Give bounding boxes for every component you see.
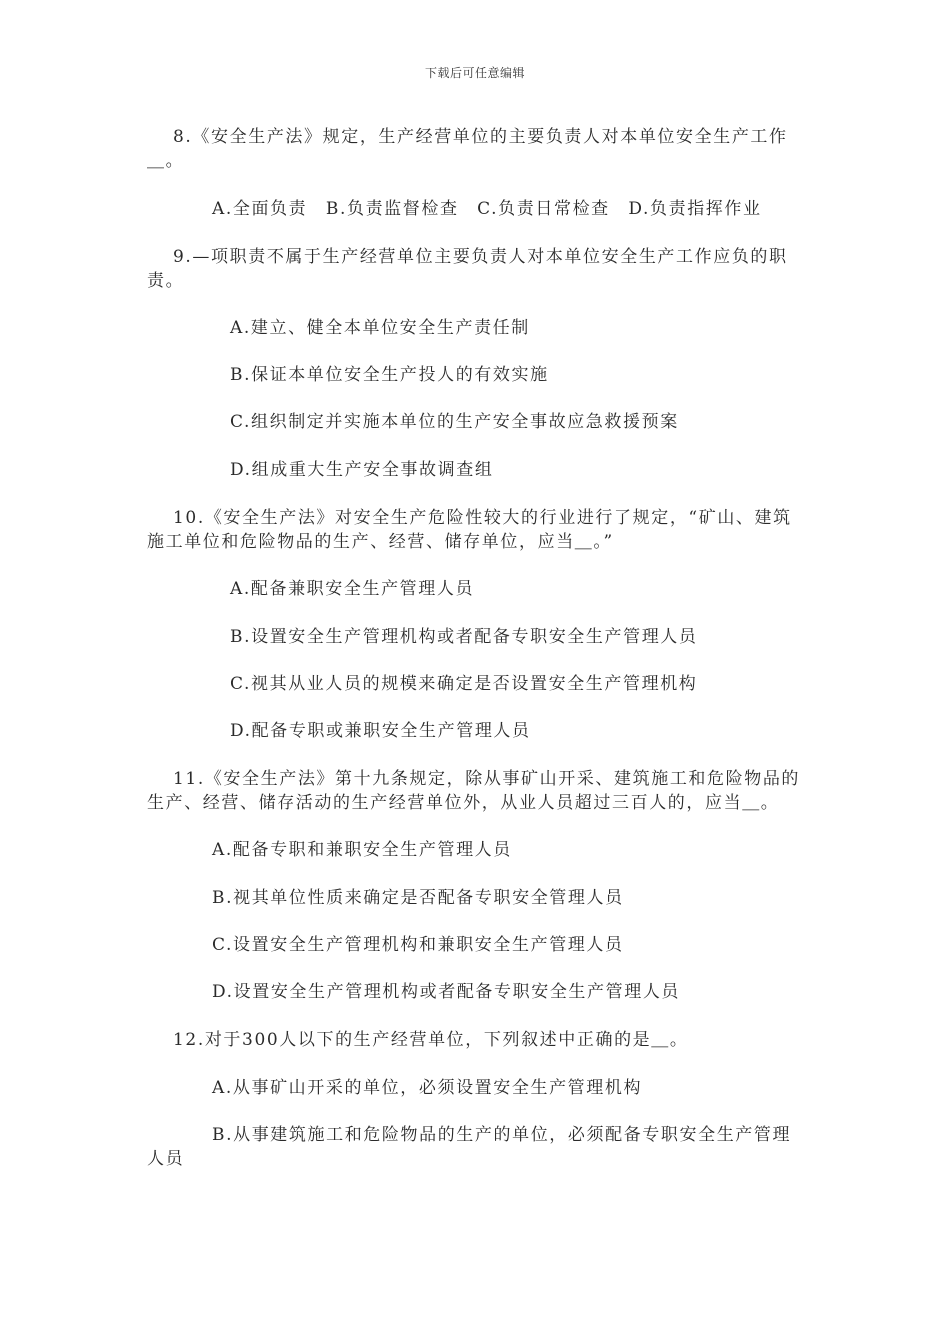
page-header: 下载后可任意编辑 (424, 66, 525, 80)
question-11-option-d: D.设置安全生产管理机构或者配备专职安全生产管理人员 (212, 982, 681, 1002)
question-11-option-c: C.设置安全生产管理机构和兼职安全生产管理人员 (212, 935, 624, 955)
question-12-option-b: B.从事建筑施工和危险物品的生产的单位，必须配备专职安全生产管理人员 (147, 1125, 792, 1169)
question-9-stem: 9.—项职责不属于生产经营单位主要负责人对本单位安全生产工作应负的职责。 (147, 247, 788, 291)
question-10-option-c: C.视其从业人员的规模来确定是否设置安全生产管理机构 (230, 674, 698, 694)
question-9-option-c: C.组织制定并实施本单位的生产安全事故应急救援预案 (230, 412, 679, 432)
question-10-option-b: B.设置安全生产管理机构或者配备专职安全生产管理人员 (230, 627, 698, 647)
question-10-option-a: A.配备兼职安全生产管理人员 (230, 579, 475, 599)
question-11-option-b: B.视其单位性质来确定是否配备专职安全管理人员 (212, 888, 624, 908)
question-10-option-d: D.配备专职或兼职安全生产管理人员 (230, 721, 531, 741)
question-8-options: A.全面负责 B.负责监督检查 C.负责日常检查 D.负责指挥作业 (212, 199, 762, 219)
question-9-option-d: D.组成重大生产安全事故调查组 (230, 460, 494, 480)
question-10-stem: 10.《安全生产法》对安全生产危险性较大的行业进行了规定，“矿山、建筑施工单位和危险物品的生产、经营、储存单位，应当＿。” (147, 508, 792, 552)
question-11-option-a: A.配备专职和兼职安全生产管理人员 (212, 840, 512, 860)
question-8-stem: 8.《安全生产法》规定，生产经营单位的主要负责人对本单位安全生产工作＿。 (147, 127, 788, 171)
question-9-option-a: A.建立、健全本单位安全生产责任制 (230, 318, 530, 338)
question-12-option-a: A.从事矿山开采的单位，必须设置安全生产管理机构 (212, 1078, 643, 1098)
question-12-stem: 12.对于300人以下的生产经营单位，下列叙述中正确的是＿。 (173, 1030, 689, 1050)
question-9-option-b: B.保证本单位安全生产投人的有效实施 (230, 365, 549, 385)
question-11-stem: 11.《安全生产法》第十九条规定，除从事矿山开采、建筑施工和危险物品的生产、经营、储存活动的生产经营单位外，从业人员超过三百人的，应当＿。 (147, 769, 801, 813)
